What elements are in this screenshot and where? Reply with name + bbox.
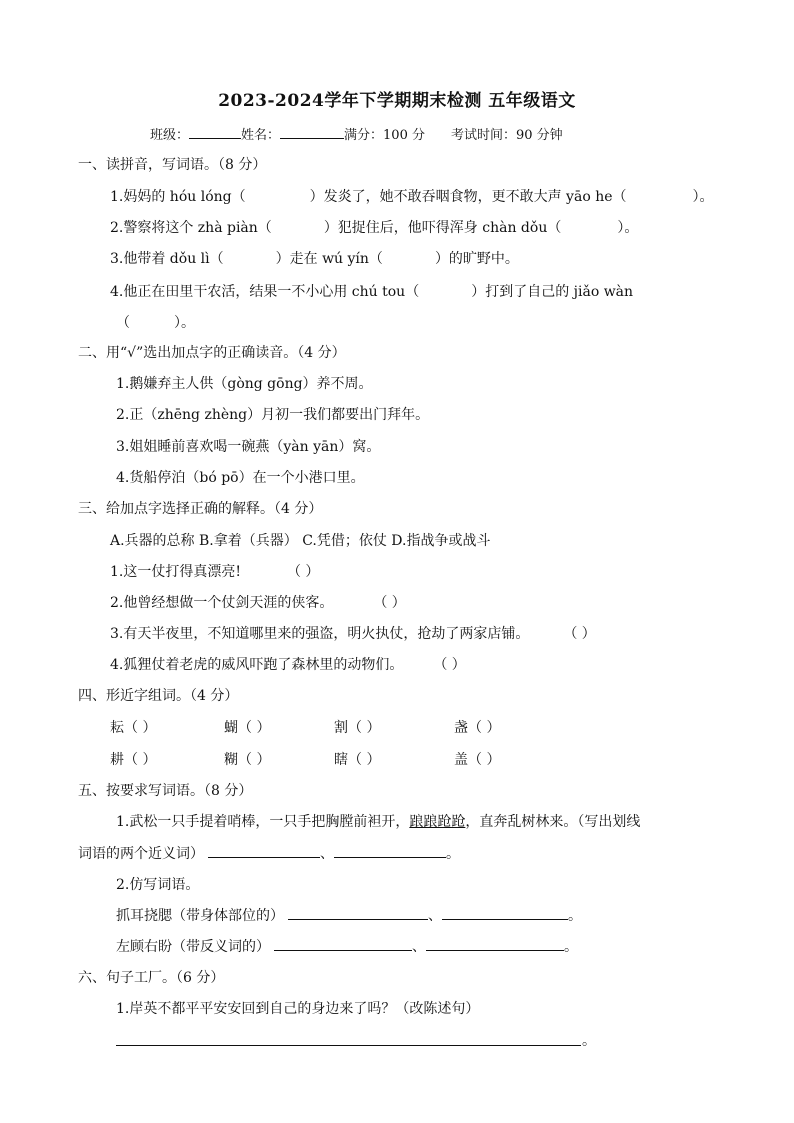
s4-row-2 [110,749,500,769]
s1-question-4-cont: （ ）。 [116,315,195,331]
underlined-word: 踉踉跄跄 [409,814,466,830]
imitation-field[interactable] [426,936,564,951]
section-2-heading: 二、用“√”选出加点字的正确读音。（4 分） [78,345,346,361]
s1-question-4: 4.他正在田里干农活，结果一不小心用 chú tou（ ）打到了自己的 jiǎo wàn [110,284,634,300]
s6-question-1: 1.岸英不都平平安安回到自己的身边来了吗？（改陈述句） [116,1001,480,1017]
s5-question-1: 1.武松一只手提着哨棒，一只手把胸膛前袒开，踉踉跄跄，直奔乱树林来。（写出划线 [116,814,641,830]
s3-item: 3.有天半夜里，不知道哪里来的强盗，明火执仗，抢劫了两家店铺。 （ ） [110,626,596,642]
answer-end-mark: 。 [582,1033,596,1049]
exam-time: 考试时间：90 分钟 [450,128,563,143]
s2-item[interactable]: 3.姐姐睡前喜欢喝一碗燕（yàn yān）窝。 [116,439,381,455]
full-score: 满分：100 分 [344,128,425,143]
s2-item[interactable]: 2.正（zhēng zhèng）月初一我们都要出门拜年。 [116,407,430,423]
answer-paren[interactable]: （ ） [433,657,466,673]
answer-paren[interactable]: （ ） [373,595,406,611]
answer-line[interactable] [116,1045,581,1046]
word-group-cell[interactable]: 糊（ ） [224,752,271,768]
name-label: 姓名： [241,128,281,143]
name-field[interactable] [280,124,344,139]
section-5-heading: 五、按要求写词语。（8 分） [78,783,253,799]
word-group-cell[interactable]: 蝴（ ） [224,720,271,736]
imitation-field[interactable] [442,905,568,920]
s5-question-1-cont: 词语的两个近义词） 、 。 [78,843,460,863]
word-group-cell[interactable]: 耘（ ） [110,720,157,736]
word-group-cell[interactable]: 耕（ ） [110,752,157,768]
s3-options: A.兵器的总称 B.拿着（兵器） C.凭借；依仗 D.指战争或战斗 [110,533,491,549]
word-group-cell[interactable]: 盏（ ） [454,720,501,736]
s1-question-1: 1.妈妈的 hóu lóng（ ）发炎了，她不敢吞咽食物，更不敢大声 yāo he（ ）。 [110,189,714,205]
section-6-heading: 六、句子工厂。（6 分） [78,970,225,986]
s3-item: 4.狐狸仗着老虎的威风吓跑了森林里的动物们。 （ ） [110,657,466,673]
class-field[interactable] [189,124,241,139]
s5-question-2a: 抓耳挠腮（带身体部位的） 、 。 [116,905,582,925]
imitation-field[interactable] [274,936,412,951]
word-group-cell[interactable]: 盖（ ） [454,752,501,768]
synonym-field-1[interactable] [208,843,320,858]
s1-question-2: 2.警察将这个 zhà piàn（ ）犯捉住后，他吓得浑身 chàn dǒu（ ）。 [110,220,639,236]
word-group-cell[interactable]: 瞎（ ） [334,752,381,768]
s5-question-2b: 左顾右盼（带反义词的） 、 。 [116,936,578,956]
student-info-row [150,124,563,143]
s3-item: 2.他曾经想做一个仗剑天涯的侠客。 （ ） [110,595,406,611]
synonym-field-2[interactable] [334,843,446,858]
section-4-heading: 四、形近字组词。（4 分） [78,688,239,704]
section-3-heading: 三、给加点字选择正确的解释。（4 分） [78,501,323,517]
s1-question-3: 3.他带着 dǒu lì（ ）走在 wú yín（ ）的旷野中。 [110,251,519,267]
answer-paren[interactable]: （ ） [286,564,320,580]
section-1-heading: 一、读拼音，写词语。（8 分） [78,157,267,173]
imitation-field[interactable] [288,905,428,920]
s2-item[interactable]: 1.鹅嫌弃主人供（gòng gōng）养不周。 [116,376,373,392]
word-group-cell[interactable]: 割（ ） [334,720,381,736]
class-label: 班级： [150,128,190,143]
s5-question-2: 2.仿写词语。 [116,877,200,893]
s3-item: 1.这一仗打得真漂亮! （ ） [110,564,320,580]
s2-item[interactable]: 4.货船停泊（bó pō）在一个小港口里。 [116,470,365,486]
answer-paren[interactable]: （ ） [563,626,596,642]
s4-row-1 [110,717,500,737]
page-title: 2023-2024学年下学期期末检测 五年级语文 [218,91,576,111]
